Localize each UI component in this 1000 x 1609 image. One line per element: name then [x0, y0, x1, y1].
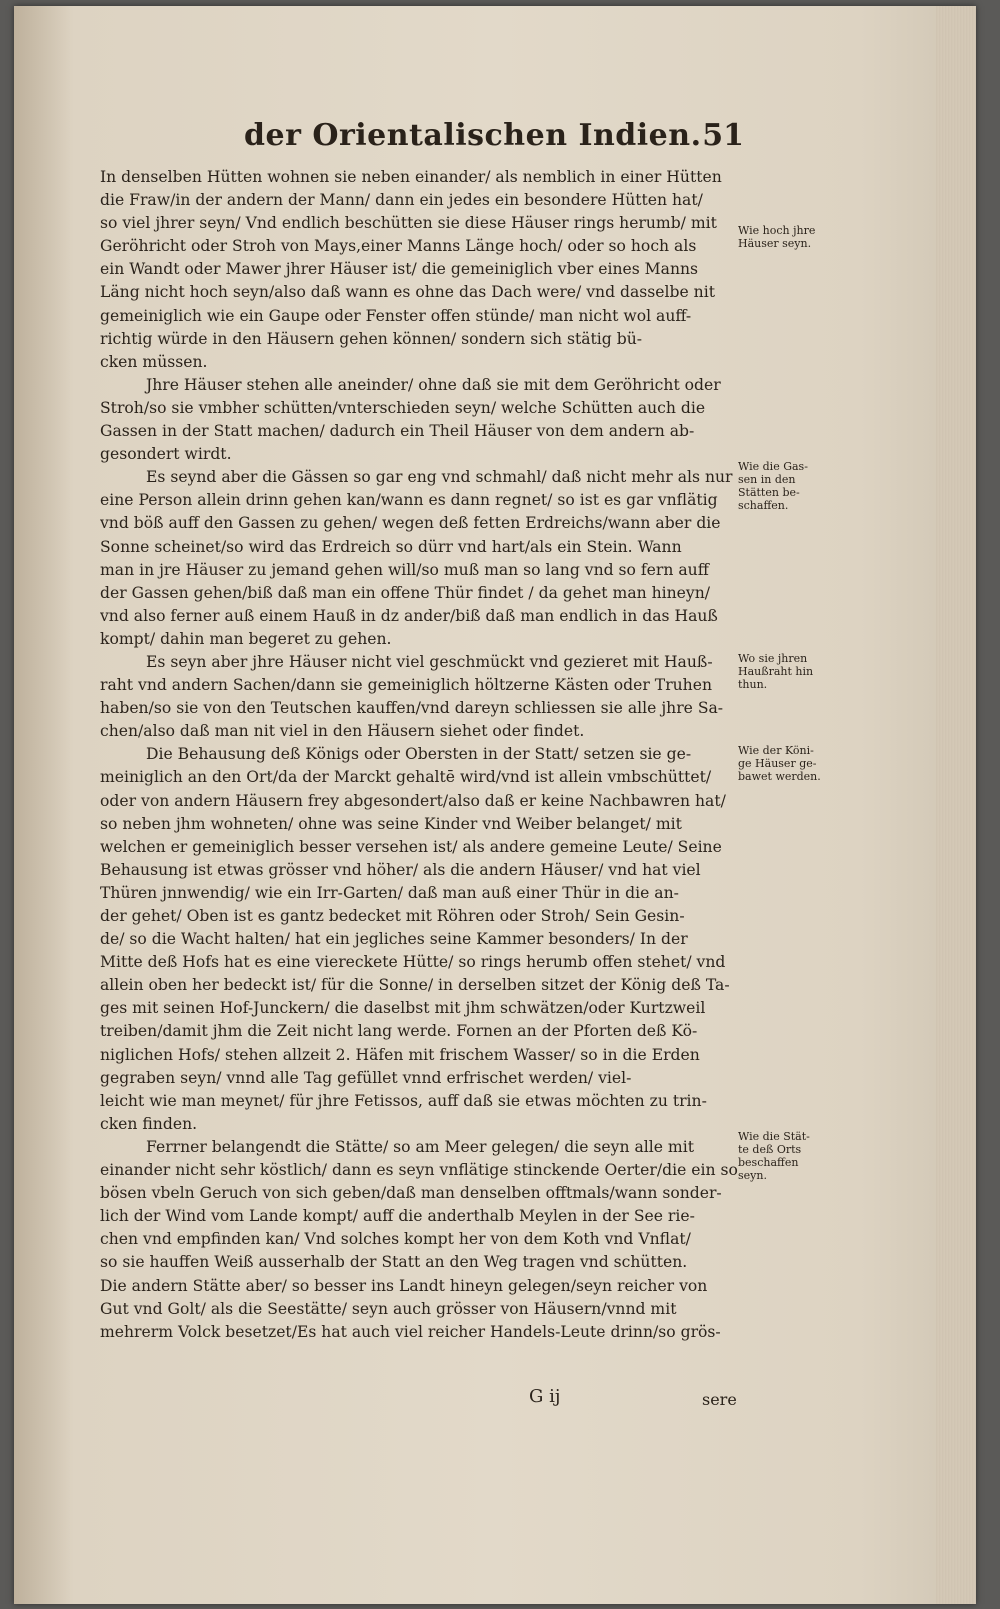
page-edges: [936, 6, 976, 1604]
text-line: richtig würde in den Häusern gehen können/ sondern sich stätig bü-: [100, 329, 643, 348]
text-line: gegraben seyn/ vnnd alle Tag gefüllet vnnd erfrischet werden/ viel-: [100, 1068, 632, 1087]
text-line: cken finden.: [100, 1114, 198, 1133]
marginal-note-line: Wie der Köni-: [738, 744, 814, 757]
marginal-note: [738, 460, 838, 512]
text-line: treiben/damit jhm die Zeit nicht lang werde. Fornen an der Pforten deß Kö-: [100, 1022, 698, 1041]
text-line: niglichen Hofs/ stehen allzeit 2. Häfen mit frischem Wasser/ so in die Erden: [100, 1045, 700, 1064]
text-line: ein Wandt oder Mawer jhrer Häuser ist/ die gemeiniglich vber eines Manns: [100, 260, 699, 279]
text-line: Es seynd aber die Gässen so gar eng vnd schmahl/ daß nicht mehr als nur: [146, 468, 733, 487]
marginal-note-line: ge Häuser ge-: [738, 757, 817, 770]
gutter-shadow: [14, 6, 74, 1604]
text-line: Die Behausung deß Königs oder Obersten in der Statt/ setzen sie ge-: [146, 745, 692, 764]
text-line: vnd böß auff den Gassen zu gehen/ wegen deß fetten Erdreichs/wann aber die: [100, 514, 721, 533]
marginal-note-line: Wie die Gas-: [738, 460, 808, 473]
signature-mark: G ij: [529, 1386, 561, 1407]
text-line: de/ so die Wacht halten/ hat ein jegliches seine Kammer besonders/ In der: [100, 930, 688, 949]
text-line: Es seyn aber jhre Häuser nicht viel geschmückt vnd gezieret mit Hauß-: [146, 652, 713, 671]
book-page: [14, 6, 976, 1604]
text-line: cken müssen.: [100, 352, 208, 371]
text-line: welchen er gemeiniglich besser versehen ist/ als andere gemeine Leute/ Seine: [100, 837, 722, 856]
text-line: chen vnd empfinden kan/ Vnd solches kompt her von dem Koth vnd Vnflat/: [100, 1230, 691, 1249]
text-line: gesondert wirdt.: [100, 445, 232, 464]
text-line: Sonne scheinet/so wird das Erdreich so dürr vnd hart/als ein Stein. Wann: [100, 537, 682, 556]
marginal-note-line: Stätten be-: [738, 486, 800, 499]
marginal-note-line: Wo sie jhren: [738, 652, 808, 665]
text-line: gemeiniglich wie ein Gaupe oder Fenster offen stünde/ man nicht wol auff-: [100, 306, 692, 325]
running-title: der Orientalischen Indien.: [244, 118, 702, 153]
text-line: Geröhricht oder Stroh von Mays,einer Manns Länge hoch/ oder so hoch als: [100, 237, 697, 256]
main-text: [100, 166, 740, 1344]
marginal-note-line: beschaffen: [738, 1156, 799, 1169]
text-line: die Fraw/in der andern der Mann/ dann ein jedes ein besondere Hütten hat/: [100, 191, 703, 210]
text-line: mehrerm Volck besetzet/Es hat auch viel reicher Handels-Leute drinn/so grös-: [100, 1322, 721, 1341]
marginal-note-line: Haußraht hin: [738, 665, 814, 678]
page-number: 51: [702, 118, 744, 153]
text-line: Mitte deß Hofs hat es eine viereckete Hütte/ so rings herumb offen stehet/ vnd: [100, 953, 726, 972]
marginal-note-line: Häuser seyn.: [738, 237, 812, 250]
marginal-note-line: schaffen.: [738, 499, 789, 512]
text-line: vnd also ferner auß einem Hauß in dz ander/biß daß man endlich in das Hauß: [100, 606, 718, 625]
text-line: Jhre Häuser stehen alle aneinder/ ohne daß sie mit dem Geröhricht oder: [146, 375, 721, 394]
text-line: ges mit seinen Hof-Junckern/ die daselbst mit jhm schwätzen/oder Kurtzweil: [100, 999, 706, 1018]
text-line: eine Person allein drinn gehen kan/wann es dann regnet/ so ist es gar vnflätig: [100, 491, 718, 510]
marginal-note-line: te deß Orts: [738, 1143, 802, 1156]
text-line: meiniglich an den Ort/da der Marckt gehaltē wird/vnd ist allein vmbschüttet/: [100, 768, 712, 787]
text-line: der Gassen gehen/biß daß man ein offene Thür findet / da gehet man hineyn/: [100, 583, 711, 602]
text-line: so sie hauffen Weiß ausserhalb der Statt an den Weg tragen vnd schütten.: [100, 1253, 688, 1272]
marginal-note: [738, 1130, 838, 1182]
marginal-note: [738, 744, 838, 783]
text-line: Gassen in der Statt machen/ dadurch ein Theil Häuser von dem andern ab-: [100, 422, 695, 441]
text-line: so neben jhm wohneten/ ohne was seine Kinder vnd Weiber belanget/ mit: [100, 814, 682, 833]
marginal-note-line: Wie hoch jhre: [738, 224, 816, 237]
text-line: Behausung ist etwas grösser vnd höher/ als die andern Häuser/ vnd hat viel: [100, 860, 701, 879]
text-line: leicht wie man meynet/ für jhre Fetissos, auff daß sie etwas möchten zu trin-: [100, 1091, 707, 1110]
text-line: lich der Wind vom Lande kompt/ auff die anderthalb Meylen in der See rie-: [100, 1207, 695, 1226]
text-line: man in jre Häuser zu jemand gehen will/so muß man so lang vnd so fern auff: [100, 560, 709, 579]
marginal-note-line: Wie die Stät-: [738, 1130, 810, 1143]
marginal-note-line: sen in den: [738, 473, 796, 486]
text-line: Läng nicht hoch seyn/also daß wann es ohne das Dach were/ vnd dasselbe nit: [100, 283, 715, 302]
catchword: sere: [702, 1390, 737, 1409]
page-header: [214, 118, 744, 168]
text-line: Stroh/so sie vmbher schütten/vnterschieden seyn/ welche Schütten auch die: [100, 398, 706, 417]
marginal-note: [738, 652, 838, 691]
marginal-note-line: thun.: [738, 678, 768, 691]
text-line: Gut vnd Golt/ als die Seestätte/ seyn auch grösser von Häusern/vnnd mit: [100, 1299, 677, 1318]
text-line: chen/also daß man nit viel in den Häusern siehet oder findet.: [100, 722, 585, 741]
text-line: oder von andern Häusern frey abgesondert/also daß er keine Nachbawren hat/: [100, 791, 726, 810]
text-line: allein oben her bedeckt ist/ für die Sonne/ in derselben sitzet der König deß Ta-: [100, 976, 730, 995]
text-line: bösen vbeln Geruch von sich geben/daß man denselben offtmals/wann sonder-: [100, 1184, 722, 1203]
text-line: Ferrner belangendt die Stätte/ so am Meer gelegen/ die seyn alle mit: [146, 1137, 694, 1156]
marginal-note: [738, 224, 838, 250]
text-line: der gehet/ Oben ist es gantz bedecket mit Röhren oder Stroh/ Sein Gesin-: [100, 907, 685, 925]
text-line: Die andern Stätte aber/ so besser ins Landt hineyn gelegen/seyn reicher von: [100, 1276, 708, 1295]
marginal-note-line: bawet werden.: [738, 770, 821, 783]
marginal-note-line: seyn.: [738, 1169, 767, 1182]
text-line: In denselben Hütten wohnen sie neben einander/ als nemblich in einer Hütten: [100, 168, 722, 186]
text-line: so viel jhrer seyn/ Vnd endlich beschütten sie diese Häuser rings herumb/ mit: [100, 214, 717, 233]
text-line: haben/so sie von den Teutschen kauffen/vnd dareyn schliessen sie alle jhre Sa-: [100, 699, 724, 718]
text-line: einander nicht sehr köstlich/ dann es seyn vnflätige stinckende Oerter/die ein so: [100, 1161, 738, 1180]
text-line: Thüren jnnwendig/ wie ein Irr-Garten/ daß man auß einer Thür in die an-: [100, 883, 679, 902]
text-line: kompt/ dahin man begeret zu gehen.: [100, 629, 392, 648]
text-line: raht vnd andern Sachen/dann sie gemeiniglich höltzerne Kästen oder Truhen: [100, 676, 713, 695]
